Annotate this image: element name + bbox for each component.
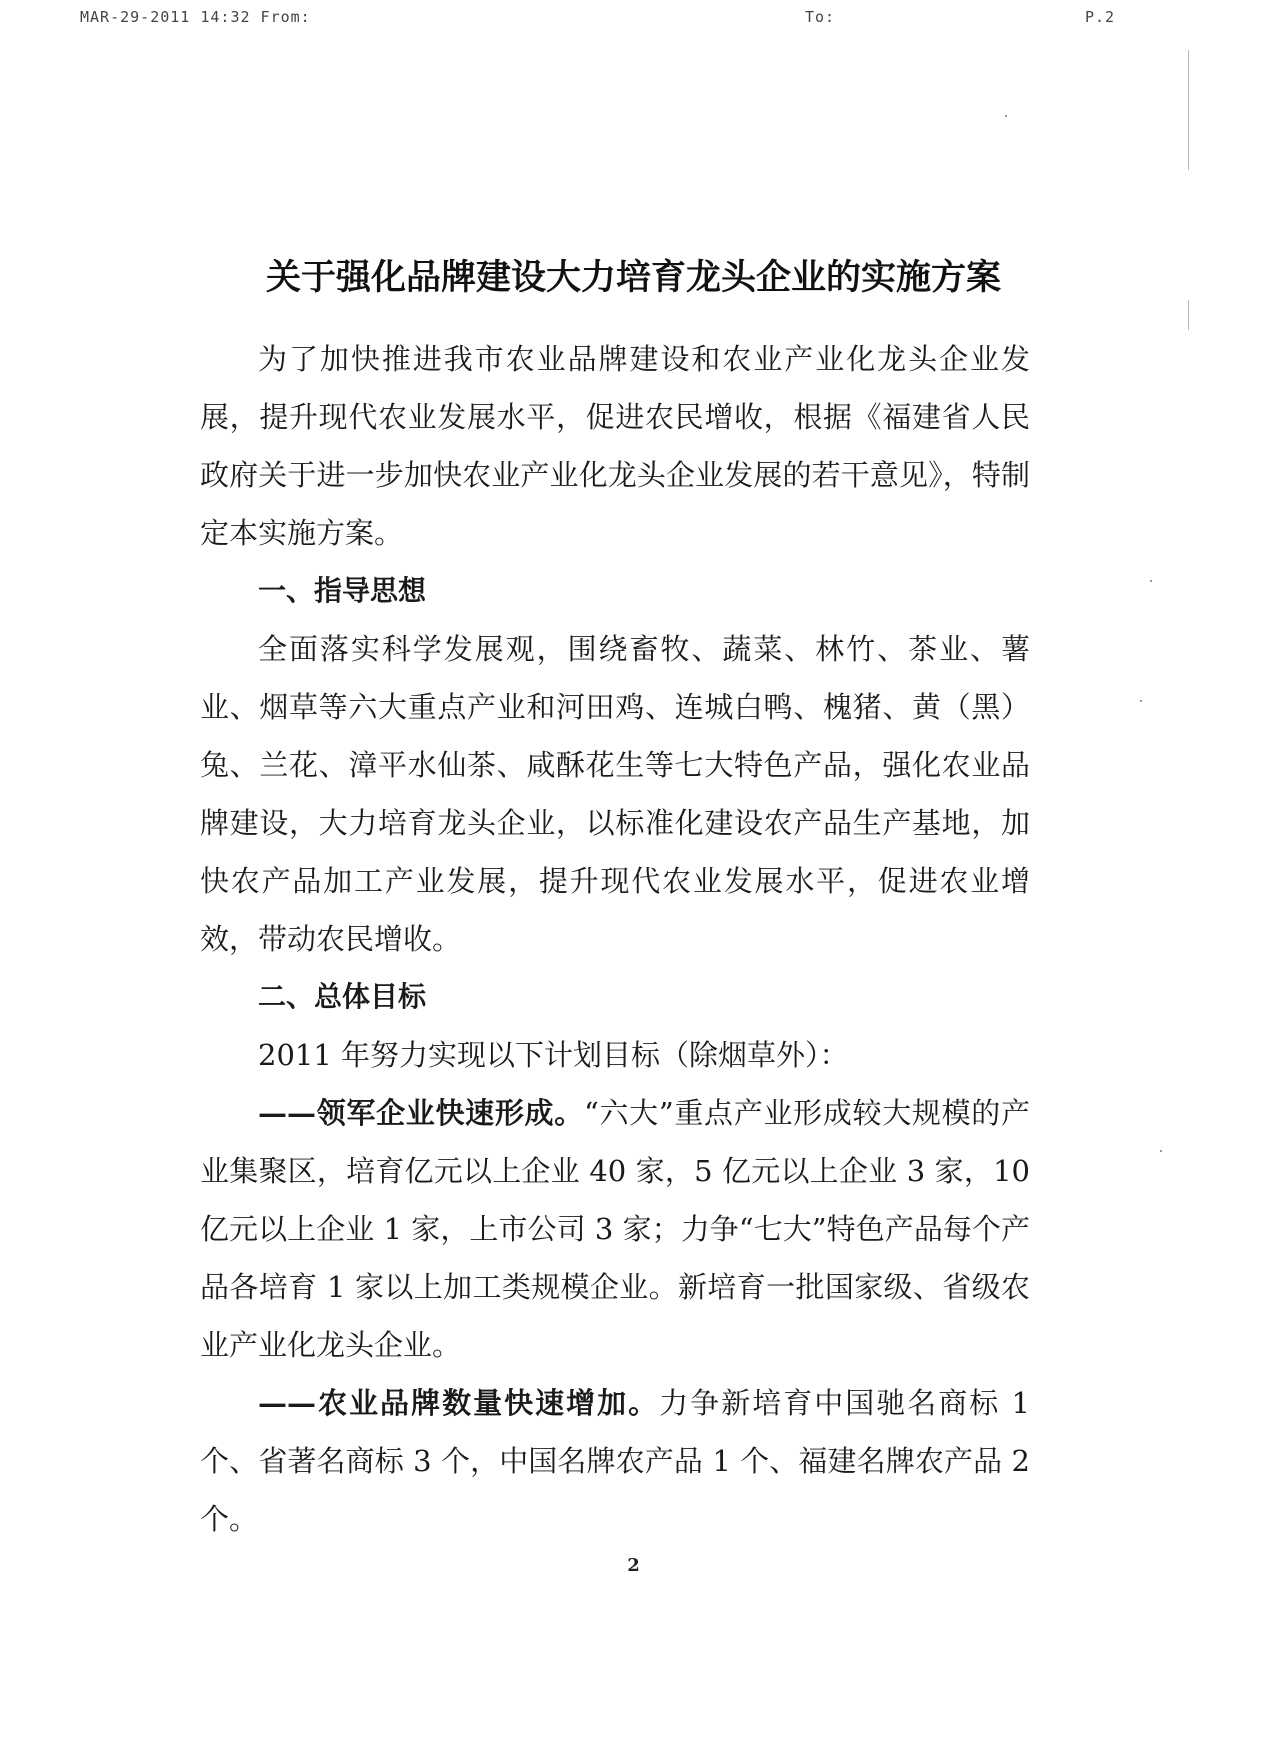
goal-item-1	[200, 1084, 1030, 1374]
goal-item-1-body: “六大”重点产业形成较大规模的产业集聚区，培育亿元以上企业 40 家，5 亿元以上企业 3 家，10 亿元以上企业 1 家，上市公司 3 家；力争“七大”特色产品每个产品各培育 1 家以上加工类规模企业。新培育一批国家级、省级农业产业化龙头企业。	[200, 1096, 1030, 1362]
document-title: 关于强化品牌建设大力培育龙头企业的实施方案	[265, 257, 1001, 298]
fax-page-label: P.2	[1085, 8, 1116, 26]
fax-datetime-from: MAR-29-2011 14:32 From:	[80, 8, 311, 26]
document-body	[200, 330, 1030, 1548]
section1-paragraph: 全面落实科学发展观，围绕畜牧、蔬菜、林竹、茶业、薯业、烟草等六大重点产业和河田鸡、连城白鸭、槐猪、黄（黑）兔、兰花、漳平水仙茶、咸酥花生等七大特色产品，强化农业品牌建设，大力培育龙头企业，以标准化建设农产品生产基地，加快农产品加工产业发展，提升现代农业发展水平，促进农业增效，带动农民增收。	[200, 632, 1030, 956]
goal-item-2	[200, 1374, 1030, 1548]
goal-item-1-lead: ——领军企业快速形成。	[258, 1096, 584, 1130]
scan-artifact-dot	[1150, 580, 1152, 582]
scan-artifact-dot	[1140, 700, 1142, 702]
page-number: 2	[627, 1555, 640, 1576]
fax-to-label: To:	[805, 8, 836, 26]
fax-header	[0, 8, 1267, 34]
scan-artifact-line	[1188, 300, 1189, 330]
section2-intro: 2011 年努力实现以下计划目标（除烟草外）：	[258, 1038, 849, 1072]
scan-artifact-line	[1188, 50, 1189, 170]
section1-heading: 一、指导思想	[258, 574, 427, 607]
section2-heading: 二、总体目标	[258, 980, 427, 1013]
scan-artifact-dot	[1160, 1150, 1162, 1152]
goal-item-2-lead: ——农业品牌数量快速增加。	[258, 1386, 660, 1420]
intro-paragraph: 为了加快推进我市农业品牌建设和农业产业化龙头企业发展，提升现代农业发展水平，促进农民增收，根据《福建省人民政府关于进一步加快农业产业化龙头企业发展的若干意见》，特制定本实施方案。	[200, 342, 1030, 550]
goal-item-2-body: 力争新培育中国驰名商标 1 个、省著名商标 3 个，中国名牌农产品 1 个、福建名牌农产品 2 个。	[200, 1386, 1030, 1536]
scan-artifact-dot	[1005, 115, 1007, 117]
